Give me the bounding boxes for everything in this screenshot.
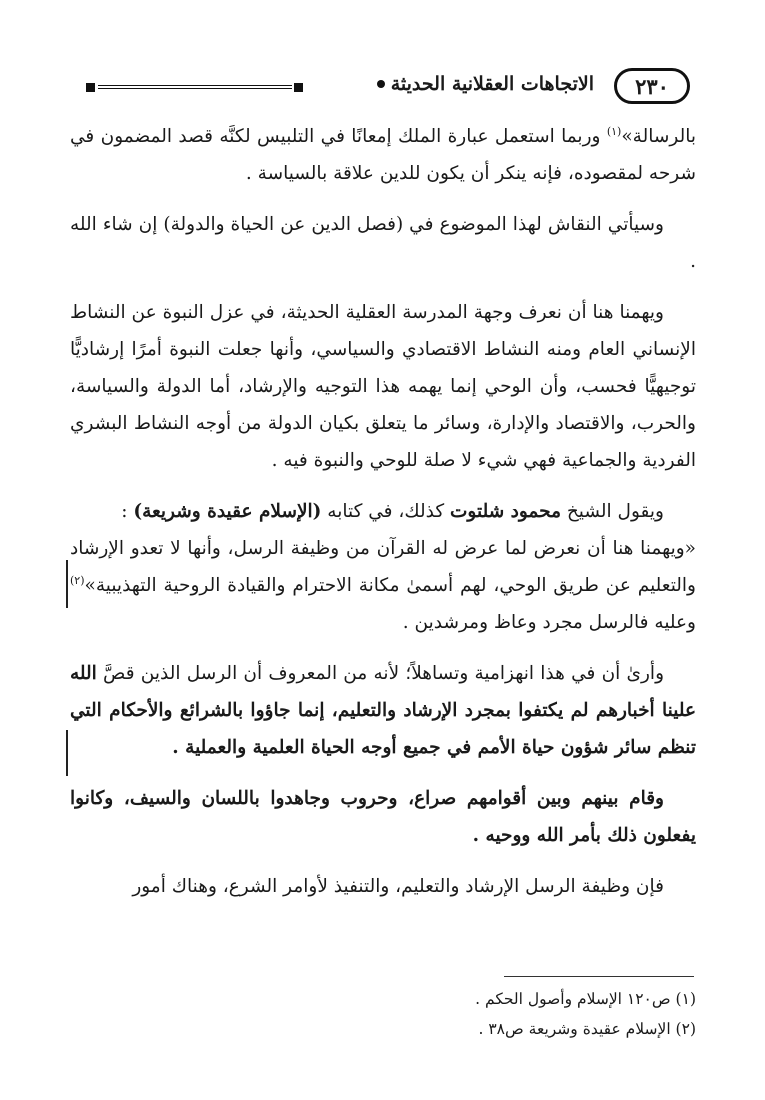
footnote-rule bbox=[504, 976, 694, 977]
footnote-ref-1: (١) bbox=[606, 124, 622, 138]
footnote-ref-2: (٢) bbox=[70, 573, 85, 587]
p1-text-a: بالرسالة» bbox=[621, 126, 696, 147]
paragraph-2: وسيأتي النقاش لهذا الموضوع في (فصل الدين عن الحياة والدولة) إن شاء الله . bbox=[70, 214, 696, 272]
paragraph-3: ويهمنا هنا أن نعرف وجهة المدرسة العقلية الحديثة، في عزل النبوة عن النشاط الإنساني العام ومنه النشاط الاقتصادي والسياسي، وأنها جعلت النبوة أمرًا إرشاديًّا توجيهيًّا فحسب، وأن الوحي إنما يهمه هذا التوجيه والإرشاد، أما الدولة والسياسة، والحرب، والاقتصاد والإدارة، وسائر ما يتعلق بكيان الدولة من أوجه النشاط البشري الفردية والجماعية فهي شيء لا صلة للوحي والنبوة فيه . bbox=[70, 302, 696, 471]
p4-text-c: : bbox=[121, 501, 134, 522]
p5-text-b: وعليه فالرسل مجرد وعاظ ومرشدين . bbox=[402, 612, 696, 633]
footnotes bbox=[70, 984, 696, 1044]
paragraph-5-quote bbox=[70, 530, 696, 641]
margin-mark bbox=[66, 560, 68, 608]
margin-mark bbox=[66, 730, 68, 776]
author-name: محمود شلتوت bbox=[450, 501, 561, 522]
body-text bbox=[70, 118, 696, 919]
running-title bbox=[377, 73, 594, 95]
footnote-2: (٢) الإسلام عقيدة وشريعة ص٣٨ . bbox=[478, 1020, 696, 1038]
paragraph-6 bbox=[70, 655, 696, 766]
p6-text-a: وأرىٰ أن في هذا انهزامية وتساهلاً؛ لأنه من المعروف أن الرسل الذين قصَّ bbox=[96, 663, 664, 684]
paragraph-7: وقام بينهم وبين أقوامهم صراع، وحروب وجاهدوا باللسان والسيف، وكانوا يفعلون ذلك بأمر الله ووحيه . bbox=[70, 788, 696, 846]
footnote-1: (١) ص١٢٠ الإسلام وأصول الحكم . bbox=[475, 990, 696, 1008]
page-header bbox=[78, 66, 690, 110]
bullet-icon bbox=[377, 80, 385, 88]
paragraph-4 bbox=[70, 493, 696, 530]
square-ornament-icon bbox=[86, 83, 95, 92]
square-ornament-icon bbox=[294, 83, 303, 92]
p4-text-a: ويقول الشيخ bbox=[560, 501, 664, 522]
paragraph-1 bbox=[70, 118, 696, 192]
quote-text: «ويهمنا هنا أن نعرض لما عرض له القرآن من وظيفة الرسل، وأنها لا تعدو الإرشاد والتعليم عن طريق الوحي، لهم أسمىٰ مكانة الاحترام والقيادة الروحية التهذيبية» bbox=[70, 538, 696, 596]
page-number: ٢٣٠ bbox=[614, 68, 690, 104]
p6-text-bold: الله علينا أخبارهم لم يكتفوا بمجرد الإرشاد والتعليم، إنما جاؤوا بالشرائع والأحكام التي تنظم سائر شؤون حياة الأمم في جميع أوجه الحياة العلمية والعملية . bbox=[70, 663, 696, 758]
running-title-text: الاتجاهات العقلانية الحديثة bbox=[390, 73, 594, 95]
p4-text-b: كذلك، في كتابه bbox=[321, 501, 451, 522]
paragraph-8: فإن وظيفة الرسل الإرشاد والتعليم، والتنفيذ لأوامر الشرع، وهناك أمور bbox=[132, 876, 664, 897]
p1-text-b: وربما استعمل عبارة الملك إمعانًا في التلبيس لكنَّه قصد المضمون في شرحه لمقصوده، فإنه ينكر أن يكون للدين علاقة بالسياسة . bbox=[70, 126, 696, 184]
book-title: (الإسلام عقيدة وشريعة) bbox=[133, 501, 322, 522]
header-rule bbox=[98, 85, 292, 89]
